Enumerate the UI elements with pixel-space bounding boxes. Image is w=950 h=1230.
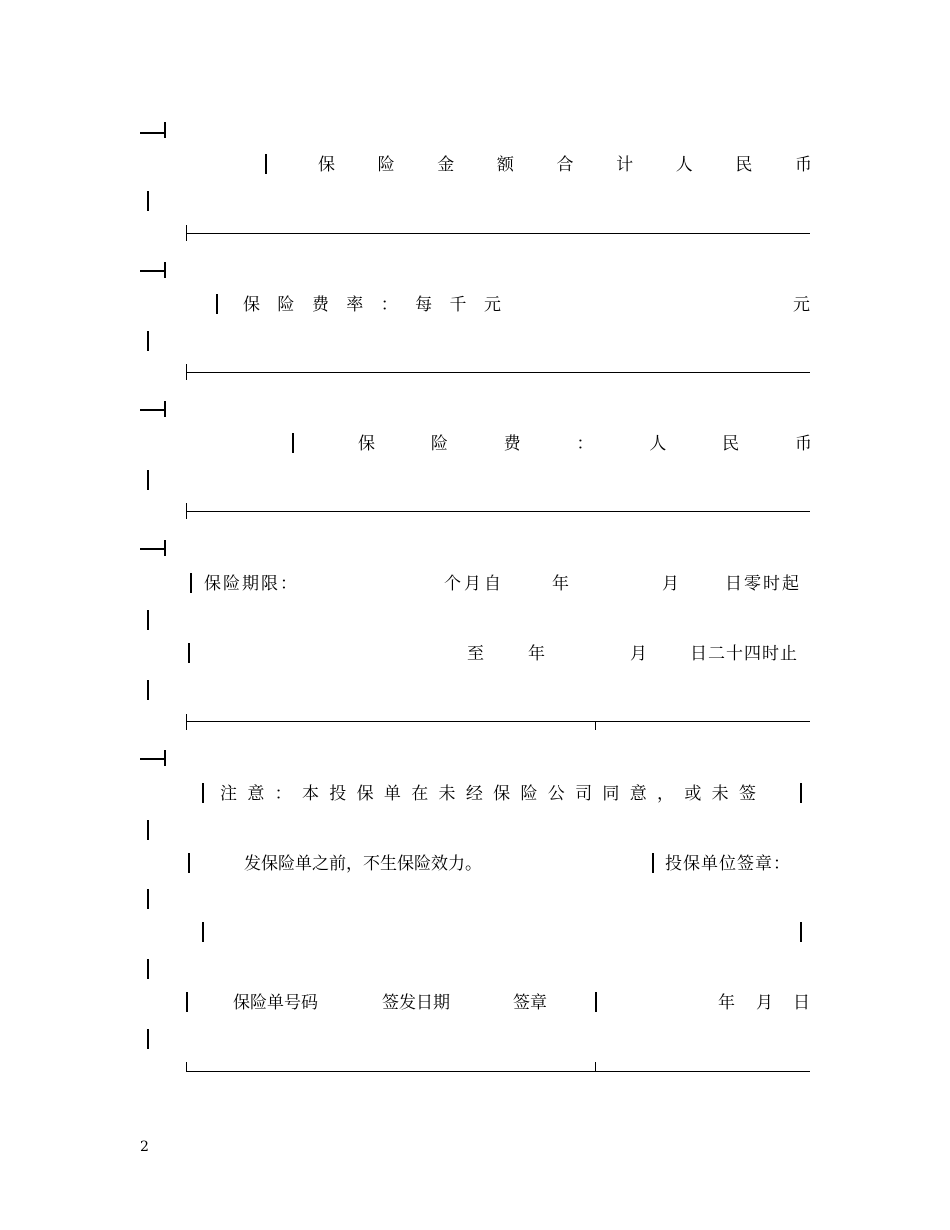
row-divider [186,721,810,722]
sign-date-year: 年 [718,993,735,1013]
frame-bar [652,853,654,873]
period-end-year: 年 [528,644,545,664]
bottom-border-tick [595,1062,596,1072]
frame-bar [188,853,190,873]
issue-date-label: 签发日期 [382,993,450,1013]
row-divider [186,372,810,373]
bottom-border [186,1071,810,1072]
frame-bar [202,783,204,803]
notice-line-2: 发保险单之前，不生保险效力。 [244,854,482,874]
frame-bar [147,331,149,351]
frame-corner [140,270,164,272]
frame-bar [188,643,190,663]
frame-bar [216,294,218,314]
frame-bar [147,610,149,630]
row-divider [186,233,810,234]
row-divider [186,511,810,512]
sign-date-month: 月 [756,993,773,1013]
frame-bar [202,922,204,942]
premium-rate-unit: 元 [793,295,810,315]
frame-corner [164,401,166,417]
period-start-month: 月 [662,574,679,594]
frame-bar [186,992,188,1012]
period-end-day: 日二十四时止 [690,644,798,664]
frame-corner [140,758,164,760]
page-number: 2 [140,1139,149,1155]
frame-bar [147,1029,149,1049]
sign-date-day: 日 [793,993,810,1013]
frame-bar [147,889,149,909]
period-start-year: 年 [552,574,569,594]
premium-row: 保 险 费 ： 人 民 币 [358,434,812,454]
frame-corner [140,132,164,134]
frame-corner [164,750,166,766]
row-divider-tick [186,714,187,730]
insurance-period-label: 保险期限： [204,574,299,594]
frame-corner [164,262,166,278]
frame-bar [147,959,149,979]
period-start-day: 日零时起 [725,574,801,594]
frame-bar [147,470,149,490]
frame-bar [292,433,294,453]
stamp-label: 签章 [513,993,547,1013]
frame-corner [140,548,164,550]
frame-bar [800,922,802,942]
premium-rate-row: 保 险 费 率 ： 每 千 元 [243,295,501,315]
frame-corner [140,409,164,411]
applicant-signature-label: 投保单位签章： [665,854,791,874]
period-start-months: 个月自 [444,574,504,594]
policy-number-label: 保险单号码 [233,993,318,1013]
period-end-to: 至 [467,644,484,664]
frame-bar [147,191,149,211]
frame-bar [147,680,149,700]
frame-corner [164,540,166,556]
sum-insured-row: 保 险 金 额 合 计 人 民 币 [318,155,812,175]
period-end-month: 月 [630,644,647,664]
notice-line-1: 注 意 ： 本 投 保 单 在 未 经 保 险 公 司 同 意 ， 或 未 签 [220,784,756,804]
frame-bar [265,154,267,174]
frame-bar [147,820,149,840]
frame-bar [190,573,192,593]
frame-corner [164,122,166,138]
frame-bar [595,992,597,1012]
frame-bar [800,783,802,803]
row-divider-tick [595,721,596,730]
